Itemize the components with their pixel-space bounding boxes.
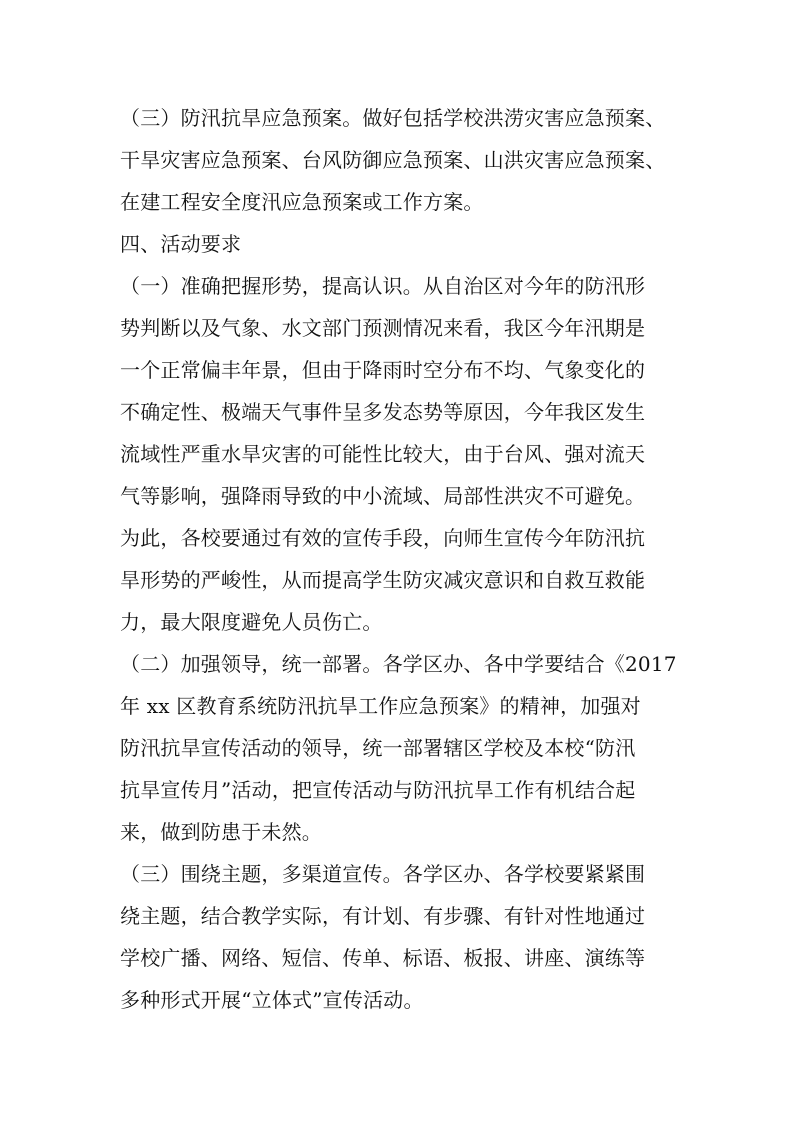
text-line: 为此，各校要通过有效的宣传手段，向师生宣传今年防汛抗 [120,526,646,550]
text-line: 学校广播、网络、短信、传单、标语、板报、讲座、演练等 [120,946,646,970]
text-line: 流域性严重水旱灾害的可能性比较大，由于台风、强对流天 [120,442,646,466]
text-line: 不确定性、极端天气事件呈多发态势等原因，今年我区发生 [120,400,646,424]
text-line: 来，做到防患于未然。 [120,820,322,844]
section-heading: 四、活动要求 [120,232,242,256]
text-line: （二）加强领导，统一部署。各学区办、各中学要结合《2017 [120,652,677,676]
text-line: 力，最大限度避免人员伤亡。 [120,610,383,634]
text-line: 在建工程安全度汛应急预案或工作方案。 [120,190,484,214]
text-line: （一）准确把握形势，提高认识。从自治区对今年的防汛形 [120,274,646,298]
text-line: 干旱灾害应急预案、台风防御应急预案、山洪灾害应急预案、 [120,148,666,172]
text-line: （三）防汛抗旱应急预案。做好包括学校洪涝灾害应急预案、 [120,106,666,130]
text-line: 多种形式开展“立体式”宣传活动。 [120,988,424,1012]
text-line: 绕主题，结合教学实际，有计划、有步骤、有针对性地通过 [120,904,646,928]
text-line: 年 xx 区教育系统防汛抗旱工作应急预案》的精神，加强对 [120,694,641,718]
text-line: 抗旱宣传月”活动，把宣传活动与防汛抗旱工作有机结合起 [120,778,636,802]
text-line: 旱形势的严峻性，从而提高学生防灾减灾意识和自救互救能 [120,568,646,592]
text-line: 防汛抗旱宣传活动的领导，统一部署辖区学校及本校“防汛 [120,736,636,760]
text-line: 气等影响，强降雨导致的中小流域、局部性洪灾不可避免。 [120,484,646,508]
text-line: 一个正常偏丰年景，但由于降雨时空分布不均、气象变化的 [120,358,646,382]
text-line: 势判断以及气象、水文部门预测情况来看，我区今年汛期是 [120,316,646,340]
text-line: （三）围绕主题，多渠道宣传。各学区办、各学校要紧紧围 [120,862,646,886]
